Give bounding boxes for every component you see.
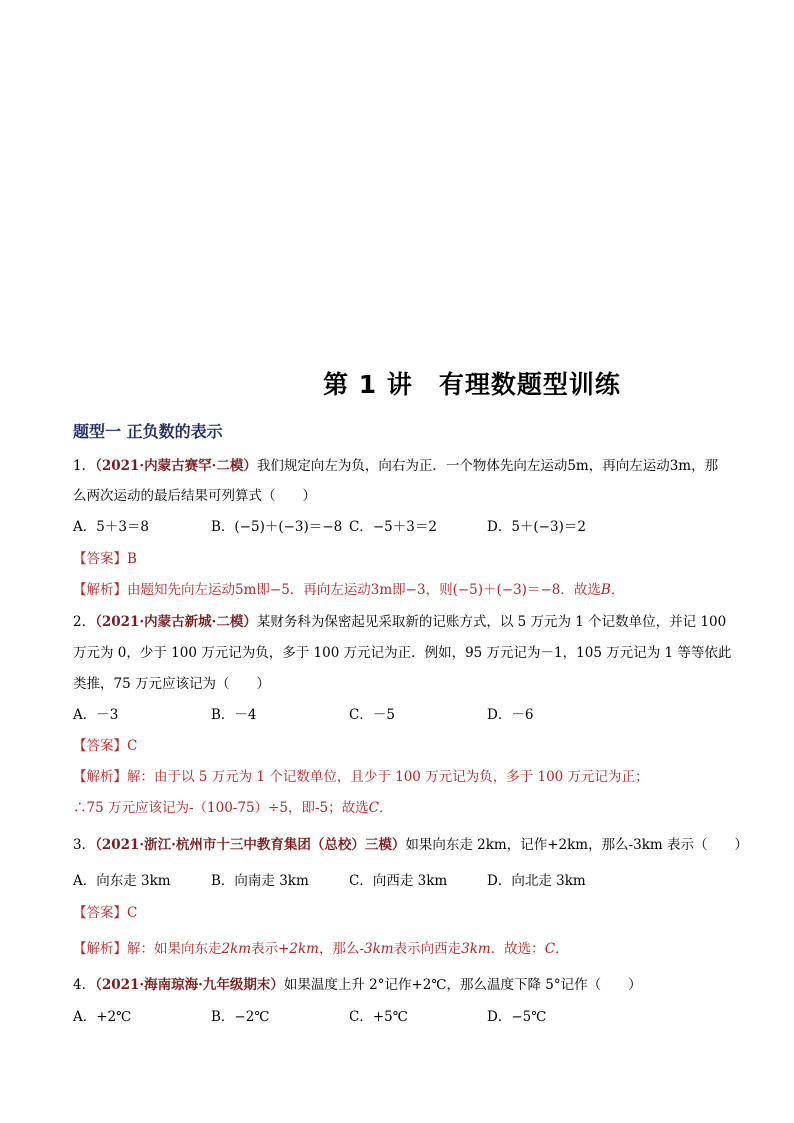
option-b: B．－4 — [211, 707, 257, 723]
option-b: B．(−5)＋(−3)＝−8 — [211, 519, 343, 535]
question-source: （2021·内蒙古赛罕·二模） — [95, 458, 257, 474]
question-1-stem-cont: 么两次运动的最后结果可列算式（ ） — [73, 488, 316, 504]
question-1-options — [73, 518, 586, 536]
option-c: C．向西走 3km — [349, 873, 448, 889]
question-2-answer: 【答案】C — [73, 738, 138, 754]
question-1-analysis: 【解析】由题知先向左运动5m即−5．再向左运动3m即−3，则(−5)＋(−3)＝−8．故选B． — [73, 582, 625, 598]
question-3-answer: 【答案】C — [73, 905, 138, 921]
question-2-stem-cont: 万元为 0，少于 100 万元记为负，多于 100 万元记为正．例如，95 万元记为－1，105 万元记为 1 等等依此 — [73, 645, 732, 661]
question-2-stem: 2．（2021·内蒙古新城·二模）某财务科为保密起见采取新的记账方式，以 5 万元为 1 个记数单位，并记 100 — [73, 614, 727, 630]
option-a: A．+2℃ — [73, 1009, 132, 1025]
option-d: D．5＋(−3)＝2 — [487, 519, 586, 535]
question-3-stem: 3．（2021·浙江·杭州市十三中教育集团（总校）三模）如果向东走 2km，记作+2km，那么-3km 表示（ ） — [73, 837, 748, 853]
option-c: C．－5 — [349, 707, 395, 723]
option-c: C．−5＋3＝2 — [349, 519, 437, 535]
question-2-analysis: 【解析】解：由于以 5 万元为 1 个记数单位，且少于 100 万元记为负，多于 100 万元记为正； — [73, 769, 649, 785]
option-d: D．－6 — [487, 707, 534, 723]
question-1-answer: 【答案】B — [73, 551, 137, 567]
page-title: 第 1 讲 有理数题型训练 — [323, 370, 621, 399]
question-source: （2021·内蒙古新城·二模） — [95, 614, 257, 630]
option-a: A．向东走 3km — [73, 873, 171, 889]
section-heading: 题型一 正负数的表示 — [73, 422, 223, 441]
question-3-analysis: 【解析】解：如果向东走2km表示+2km，那么-3km表示向西走3km．故选：C． — [73, 941, 569, 957]
option-b: B．向南走 3km — [211, 873, 309, 889]
question-2-analysis-cont: ∴75 万元应该记为-（100-75）÷5，即-5；故选C． — [73, 800, 393, 816]
option-b: B．−2℃ — [211, 1009, 270, 1025]
option-d: D．−5℃ — [487, 1009, 547, 1025]
question-2-stem-cont2: 类推，75 万元应该记为（ ） — [73, 676, 270, 692]
question-1-stem: 1．（2021·内蒙古赛罕·二模）我们规定向左为负，向右为正．一个物体先向左运动5m，再向左运动3m，那 — [73, 458, 719, 474]
option-d: D．向北走 3km — [487, 873, 586, 889]
question-3-options — [73, 872, 586, 890]
question-4-options — [73, 1008, 546, 1026]
question-2-options — [73, 706, 533, 724]
option-a: A．5＋3＝8 — [73, 519, 150, 535]
question-4-stem: 4．（2021·海南琼海·九年级期末）如果温度上升 2°记作+2℃，那么温度下降 5°记作（ ） — [73, 977, 642, 993]
option-c: C．+5℃ — [349, 1009, 408, 1025]
option-a: A．－3 — [73, 707, 119, 723]
question-source: （2021·海南琼海·九年级期末） — [95, 977, 284, 993]
question-source: （2021·浙江·杭州市十三中教育集团（总校）三模） — [95, 837, 406, 853]
